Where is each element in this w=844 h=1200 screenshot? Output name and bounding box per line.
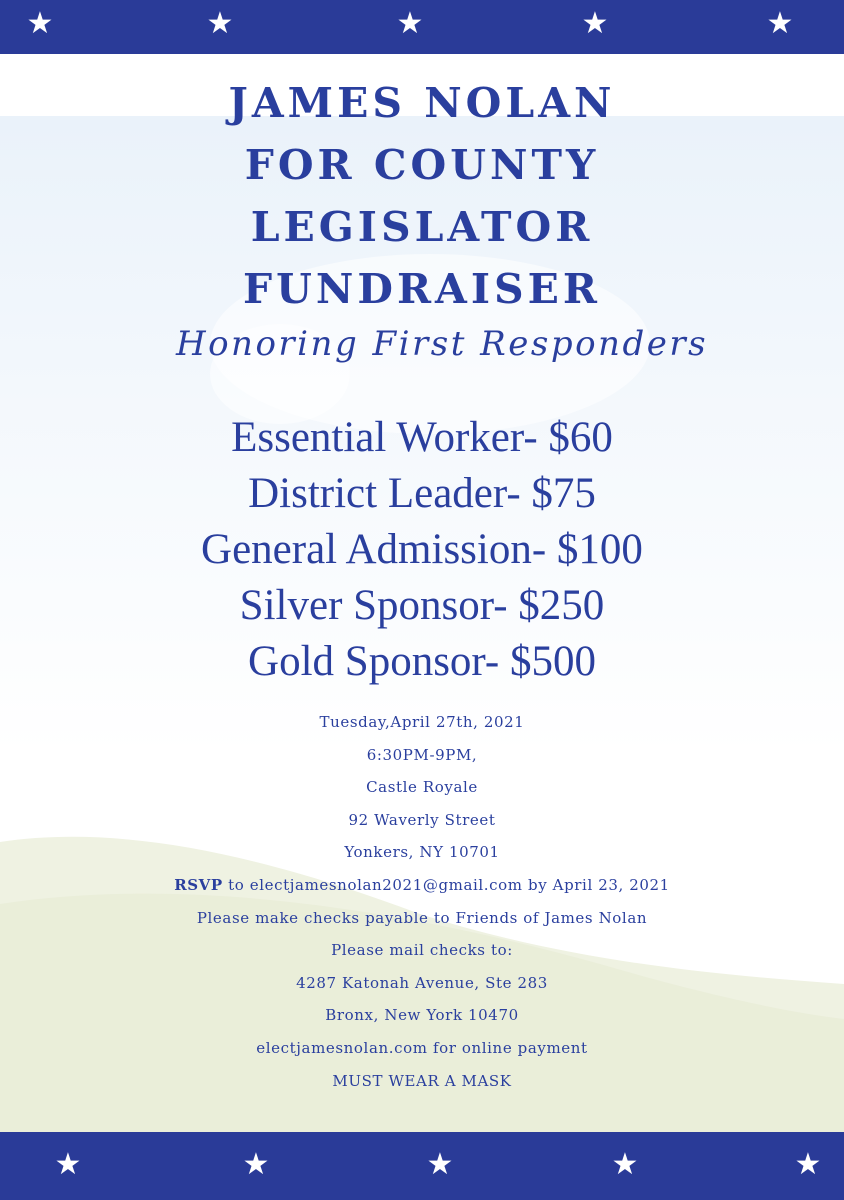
star-icon: ★	[242, 1147, 270, 1182]
title-line: LEGISLATOR	[250, 203, 594, 251]
star-icon: ★	[766, 6, 794, 41]
star-icon: ★	[54, 1147, 82, 1182]
star-icon: ★	[611, 1147, 639, 1182]
online-payment: electjamesnolan.com for online payment	[256, 1038, 588, 1057]
event-date: Tuesday,April 27th, 2021	[319, 713, 525, 731]
mail-checks-label: Please mail checks to:	[331, 941, 513, 960]
ticket-tier: Gold Sponsor- $500	[248, 638, 596, 685]
checks-payable: Please make checks payable to Friends of James Nolan	[196, 908, 648, 927]
event-subtitle: Honoring First Responders	[175, 324, 709, 364]
star-icon: ★	[794, 1147, 822, 1182]
venue-name: Castle Royale	[366, 778, 478, 797]
event-title	[0, 72, 844, 320]
event-time: 6:30PM-9PM,	[366, 745, 478, 764]
star-icon: ★	[206, 6, 234, 41]
star-icon: ★	[426, 1147, 454, 1182]
venue-street: 92 Waverly Street	[348, 810, 496, 829]
ticket-tiers	[0, 410, 844, 690]
title-line: FUNDRAISER	[243, 265, 601, 313]
star-icon: ★	[26, 6, 54, 41]
ticket-tier: District Leader- $75	[248, 470, 596, 517]
title-line: FOR COUNTY	[244, 141, 600, 189]
ticket-tier: Essential Worker- $60	[231, 414, 613, 461]
bottom-star-band	[0, 1132, 844, 1200]
title-line: JAMES NOLAN	[228, 79, 616, 127]
venue-city: Yonkers, NY 10701	[344, 843, 500, 862]
rsvp-label: RSVP	[174, 875, 223, 894]
top-star-band	[0, 0, 844, 54]
mail-city: Bronx, New York 10470	[325, 1006, 519, 1025]
star-icon: ★	[581, 6, 609, 41]
rsvp-line	[0, 869, 844, 902]
star-icon: ★	[396, 6, 424, 41]
event-details	[0, 706, 844, 1097]
ticket-tier: Silver Sponsor- $250	[239, 582, 605, 629]
mask-notice: MUST WEAR A MASK	[332, 1071, 512, 1090]
ticket-tier: General Admission- $100	[201, 526, 643, 573]
mail-street: 4287 Katonah Avenue, Ste 283	[296, 973, 548, 992]
rsvp-text: to electjamesnolan2021@gmail.com by April 23, 2021	[222, 875, 670, 894]
